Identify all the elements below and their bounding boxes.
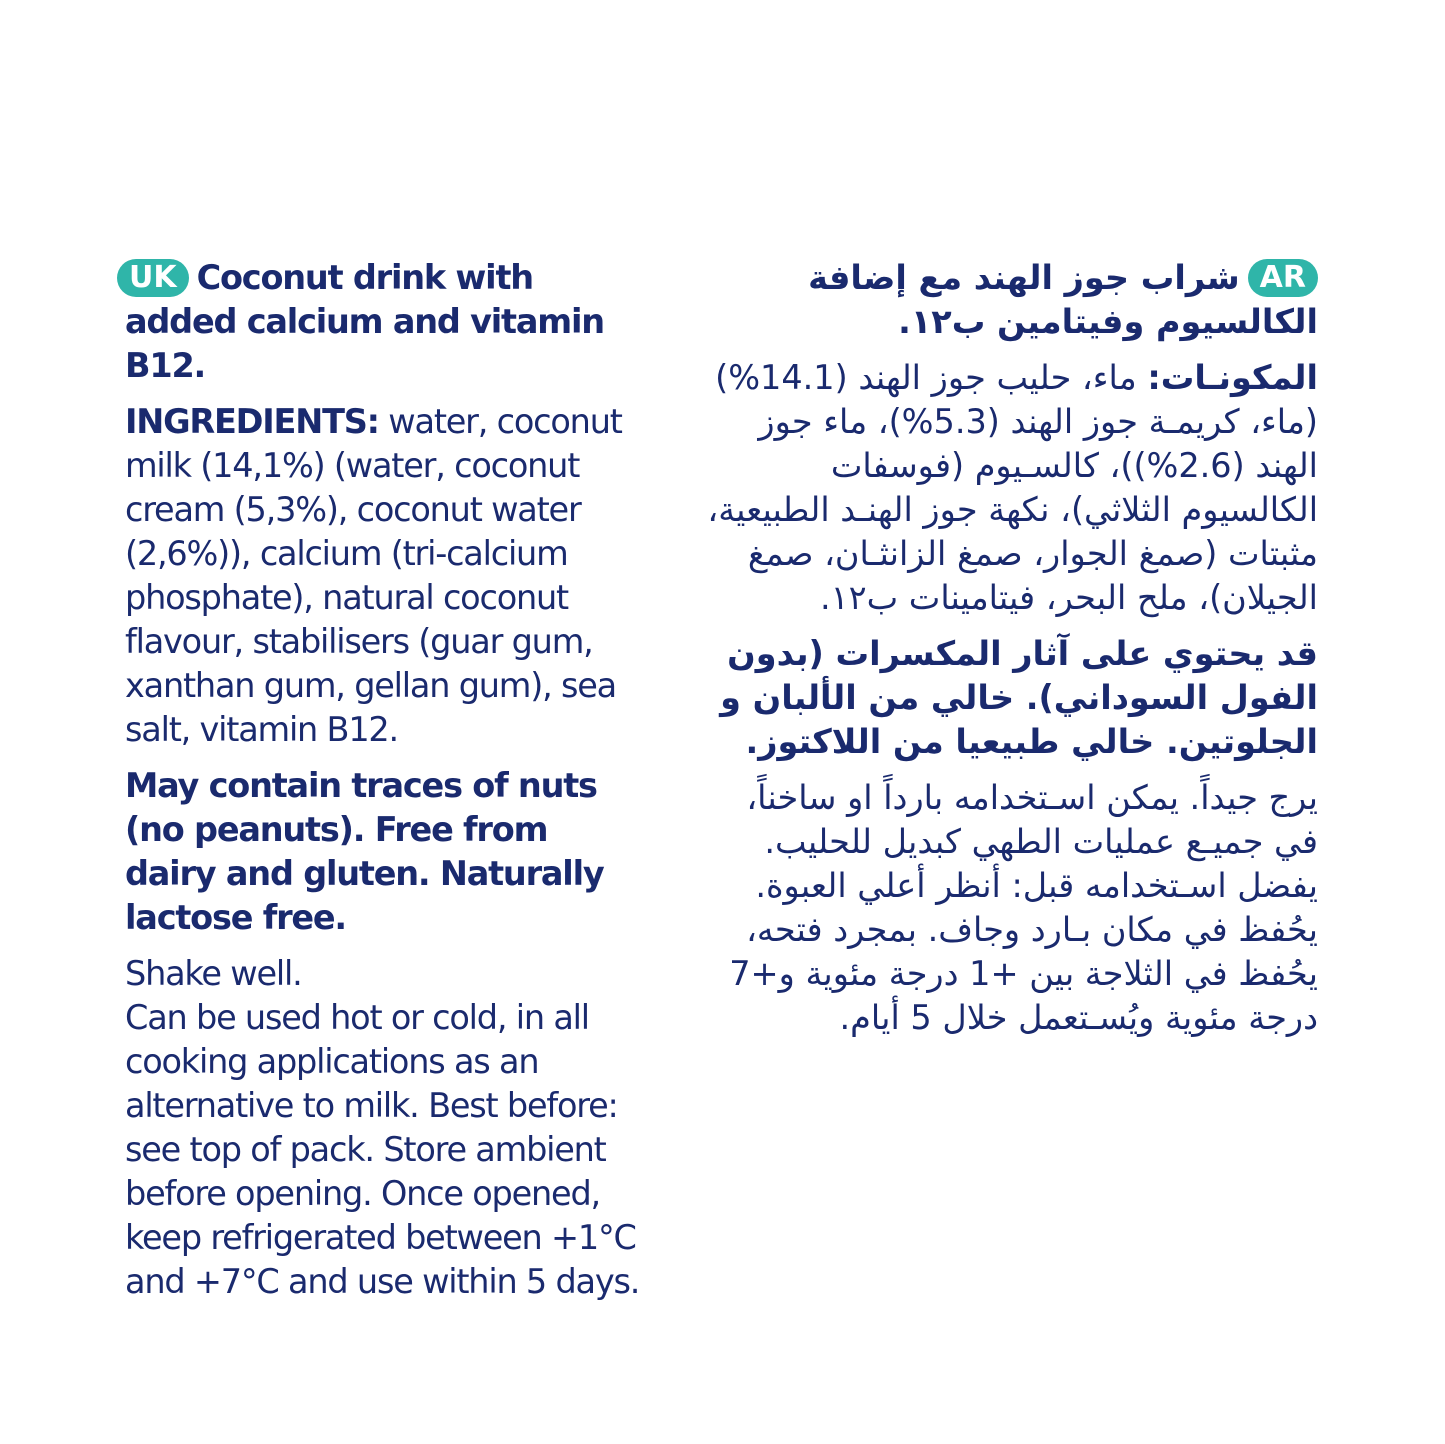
arabic-column	[700, 256, 1318, 1052]
english-product-title: Coconut drink with added calcium and vitamin B12.	[125, 258, 604, 385]
uk-language-badge: UK	[117, 259, 189, 297]
arabic-ingredients-text: ماء، حليب جوز الهند (14.1%) (ماء، كريمـة جوز الهند (5.3%)، ماء جوز الهند (2.6%))، كالسـيوم (فوسفات الكالسيوم الثلاثي)، نكهة جوز الهنـد الطبيعية، مثبتات (صمغ الجوار، صمغ الزانثـان، صمغ الجيلان)، ملح البحر، فيتامينات ب١٢.	[707, 358, 1318, 617]
english-ingredients-block	[125, 400, 645, 752]
arabic-title-block	[700, 256, 1318, 344]
english-usage-instructions: Can be used hot or cold, in all cooking applications as an alternative to milk. Best before: see top of pack. Store ambient before opening. Once opened, keep refrigerated between +1°C and +7°C and use within 5 days.	[125, 998, 640, 1301]
english-ingredients-text: water, coconut milk (14,1%) (water, coconut cream (5,3%), coconut water (2,6%)), calcium (tri-calcium phosphate), natural coconut flavour, stabilisers (guar gum, xanthan gum, gellan gum), sea salt, vitamin B12.	[125, 402, 622, 749]
arabic-allergen-statement: قد يحتوي على آثار المكسرات (بدون الفول السوداني). خالي من الألبان و الجلوتين. خالي طبيعيا من اللاكتوز.	[720, 634, 1318, 761]
ar-language-badge: AR	[1248, 259, 1318, 297]
arabic-product-title: شراب جوز الهند مع إضافة الكالسيوم وفيتامين ب١٢.	[808, 258, 1318, 341]
english-allergen-statement: May contain traces of nuts (no peanuts). Free from dairy and gluten. Naturally lactose free.	[125, 766, 604, 937]
arabic-ingredients-label: المكونـات:	[1147, 358, 1318, 397]
arabic-usage-instructions: يرج جيداً. يمكن اسـتخدامه بارداً او ساخناً، في جميـع عمليات الطهي كبديل للحليب. يفضل اسـتخدامه قبل: أنظر أعلي العبوة. يحُفظ في مكان بـارد وجاف. بمجرد فتحه، يحُفظ في الثلاجة بين +1 درجة مئوية و+7 درجة مئوية ويُسـتعمل خلال 5 أيام.	[729, 778, 1318, 1037]
english-shake-instruction: Shake well.	[125, 954, 302, 993]
english-ingredients-label: INGREDIENTS:	[125, 402, 379, 441]
english-title-block	[125, 256, 645, 388]
english-column	[125, 256, 645, 1316]
arabic-ingredients-block	[700, 356, 1318, 620]
english-usage-block	[125, 952, 645, 1304]
